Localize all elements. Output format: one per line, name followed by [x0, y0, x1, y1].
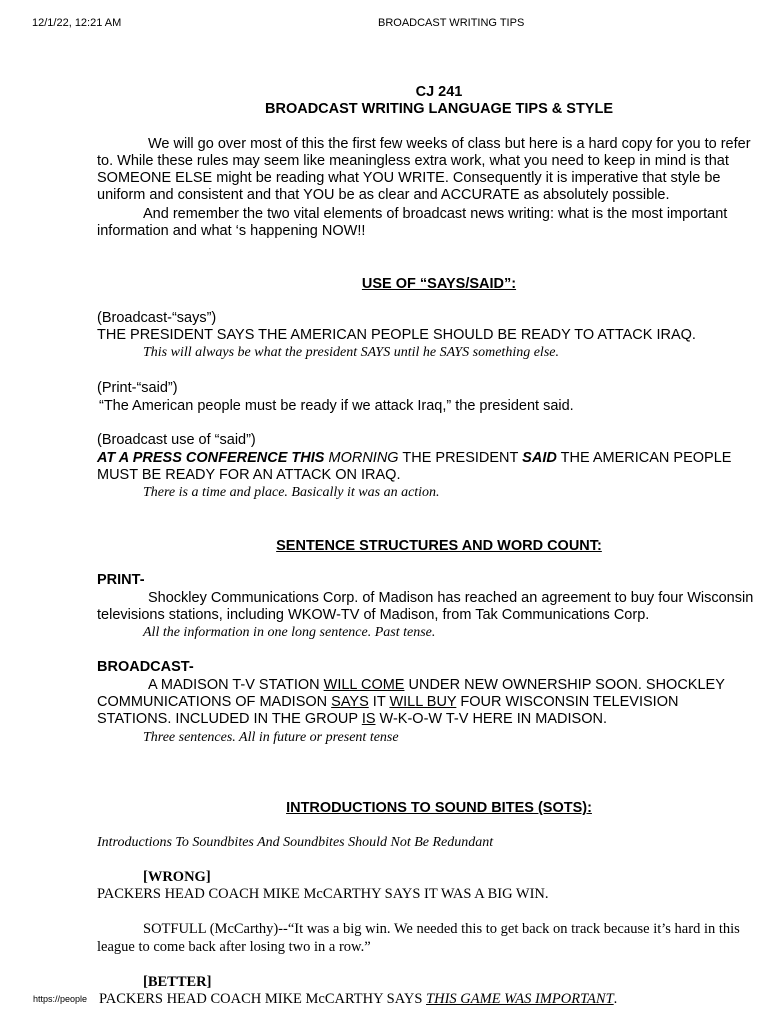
wrong-label: [WRONG]	[143, 869, 211, 885]
broadcast-example-line	[97, 711, 607, 728]
underlined-verb: SAYS	[331, 694, 369, 710]
intro-line: We will go over most of this the first few weeks of class but here is a hard copy for you to refer	[148, 136, 751, 152]
print-label: PRINT-	[97, 572, 145, 588]
underlined-verb: WILL COME	[323, 677, 405, 693]
broadcast-text: IT	[372, 694, 386, 710]
broadcast-says-label: (Broadcast-“says”)	[97, 310, 217, 326]
broadcast-text: W-K-O-W T-V HERE IN MADISON.	[379, 711, 607, 727]
print-said-example: “The American people must be ready if we attack Iraq,” the president said.	[99, 398, 574, 414]
underlined-phrase: THIS GAME WAS IMPORTANT	[426, 991, 614, 1007]
intro-line: information and what ‘s happening NOW!!	[97, 223, 366, 239]
print-said-label: (Print-“said”)	[97, 380, 178, 396]
broadcast-example-line	[97, 694, 678, 711]
said-text: THE PRESIDENT	[402, 450, 519, 466]
better-example	[99, 991, 617, 1008]
broadcast-says-note: This will always be what the president SAYS until he SAYS something else.	[143, 345, 559, 360]
print-note: All the information in one long sentence. Past tense.	[143, 625, 436, 640]
sotfull-line: league to come back after losing two in a row.”	[97, 939, 371, 955]
broadcast-text: COMMUNICATIONS OF MADISON	[97, 694, 328, 710]
print-datetime: 12/1/22, 12:21 AM	[32, 17, 122, 29]
intro-line: And remember the two vital elements of broadcast news writing: what is the most important	[143, 206, 728, 222]
section-heading-says-said: USE OF “SAYS/SAID”:	[361, 276, 517, 292]
broadcast-note: Three sentences. All in future or present tense	[143, 730, 399, 745]
print-example-line: televisions stations, including WKOW-TV of Madison, from Tak Communications Corp.	[97, 607, 650, 623]
section-heading-sound-bites: INTRODUCTIONS TO SOUND BITES (SOTS):	[286, 800, 592, 816]
sots-rule: Introductions To Soundbites And Soundbites Should Not Be Redundant	[97, 835, 494, 850]
broadcast-text: STATIONS. INCLUDED IN THE GROUP	[97, 711, 358, 727]
broadcast-text: A MADISON T-V STATION	[148, 677, 320, 693]
better-text: PACKERS HEAD COACH MIKE McCARTHY SAYS	[99, 991, 423, 1007]
section-heading-sentence-structures: SENTENCE STRUCTURES AND WORD COUNT:	[276, 538, 602, 554]
wrong-example: PACKERS HEAD COACH MIKE McCARTHY SAYS IT WAS A BIG WIN.	[97, 886, 549, 902]
underlined-verb: WILL BUY	[389, 694, 457, 710]
broadcast-said-example-line2: MUST BE READY FOR AN ATTACK ON IRAQ.	[97, 467, 401, 483]
sotfull-line: SOTFULL (McCarthy)--“It was a big win. We needed this to get back on track because it’s hard in this	[143, 921, 740, 937]
print-title: BROADCAST WRITING TIPS	[378, 17, 525, 29]
broadcast-said-note: There is a time and place. Basically it was an action.	[143, 485, 440, 500]
better-label: [BETTER]	[143, 974, 212, 990]
print-footer-url[interactable]: https://people	[33, 994, 97, 1004]
intro-line: SOMEONE ELSE might be reading what YOU WRITE. Consequently it is imperative that style be	[97, 170, 721, 186]
course-code: CJ 241	[415, 84, 463, 100]
said-emphasis-morning: MORNING	[328, 450, 399, 466]
broadcast-text: FOUR WISCONSIN TELEVISION	[460, 694, 679, 710]
print-example-line: Shockley Communications Corp. of Madison has reached an agreement to buy four Wisconsin	[148, 590, 754, 606]
said-text: THE AMERICAN PEOPLE	[560, 450, 732, 466]
intro-line: to. While these rules may seem like meaningless extra work, what you need to keep in mind is that	[97, 153, 729, 169]
broadcast-example-line	[148, 677, 725, 694]
broadcast-text: UNDER NEW OWNERSHIP SOON. SHOCKLEY	[408, 677, 725, 693]
intro-line: uniform and consistent and that YOU be as clear and ACCURATE as absolutely possible.	[97, 187, 670, 203]
document-title: BROADCAST WRITING LANGUAGE TIPS & STYLE	[265, 101, 613, 117]
broadcast-says-example: THE PRESIDENT SAYS THE AMERICAN PEOPLE SHOULD BE READY TO ATTACK IRAQ.	[97, 327, 696, 343]
broadcast-said-label: (Broadcast use of “said”)	[97, 432, 256, 448]
underlined-verb: IS	[361, 711, 376, 727]
said-emphasis-said: SAID	[522, 450, 557, 466]
said-emphasis: AT A PRESS CONFERENCE THIS	[97, 450, 325, 466]
broadcast-said-example	[97, 450, 731, 467]
better-text: .	[613, 991, 618, 1007]
broadcast-label: BROADCAST-	[97, 659, 194, 675]
